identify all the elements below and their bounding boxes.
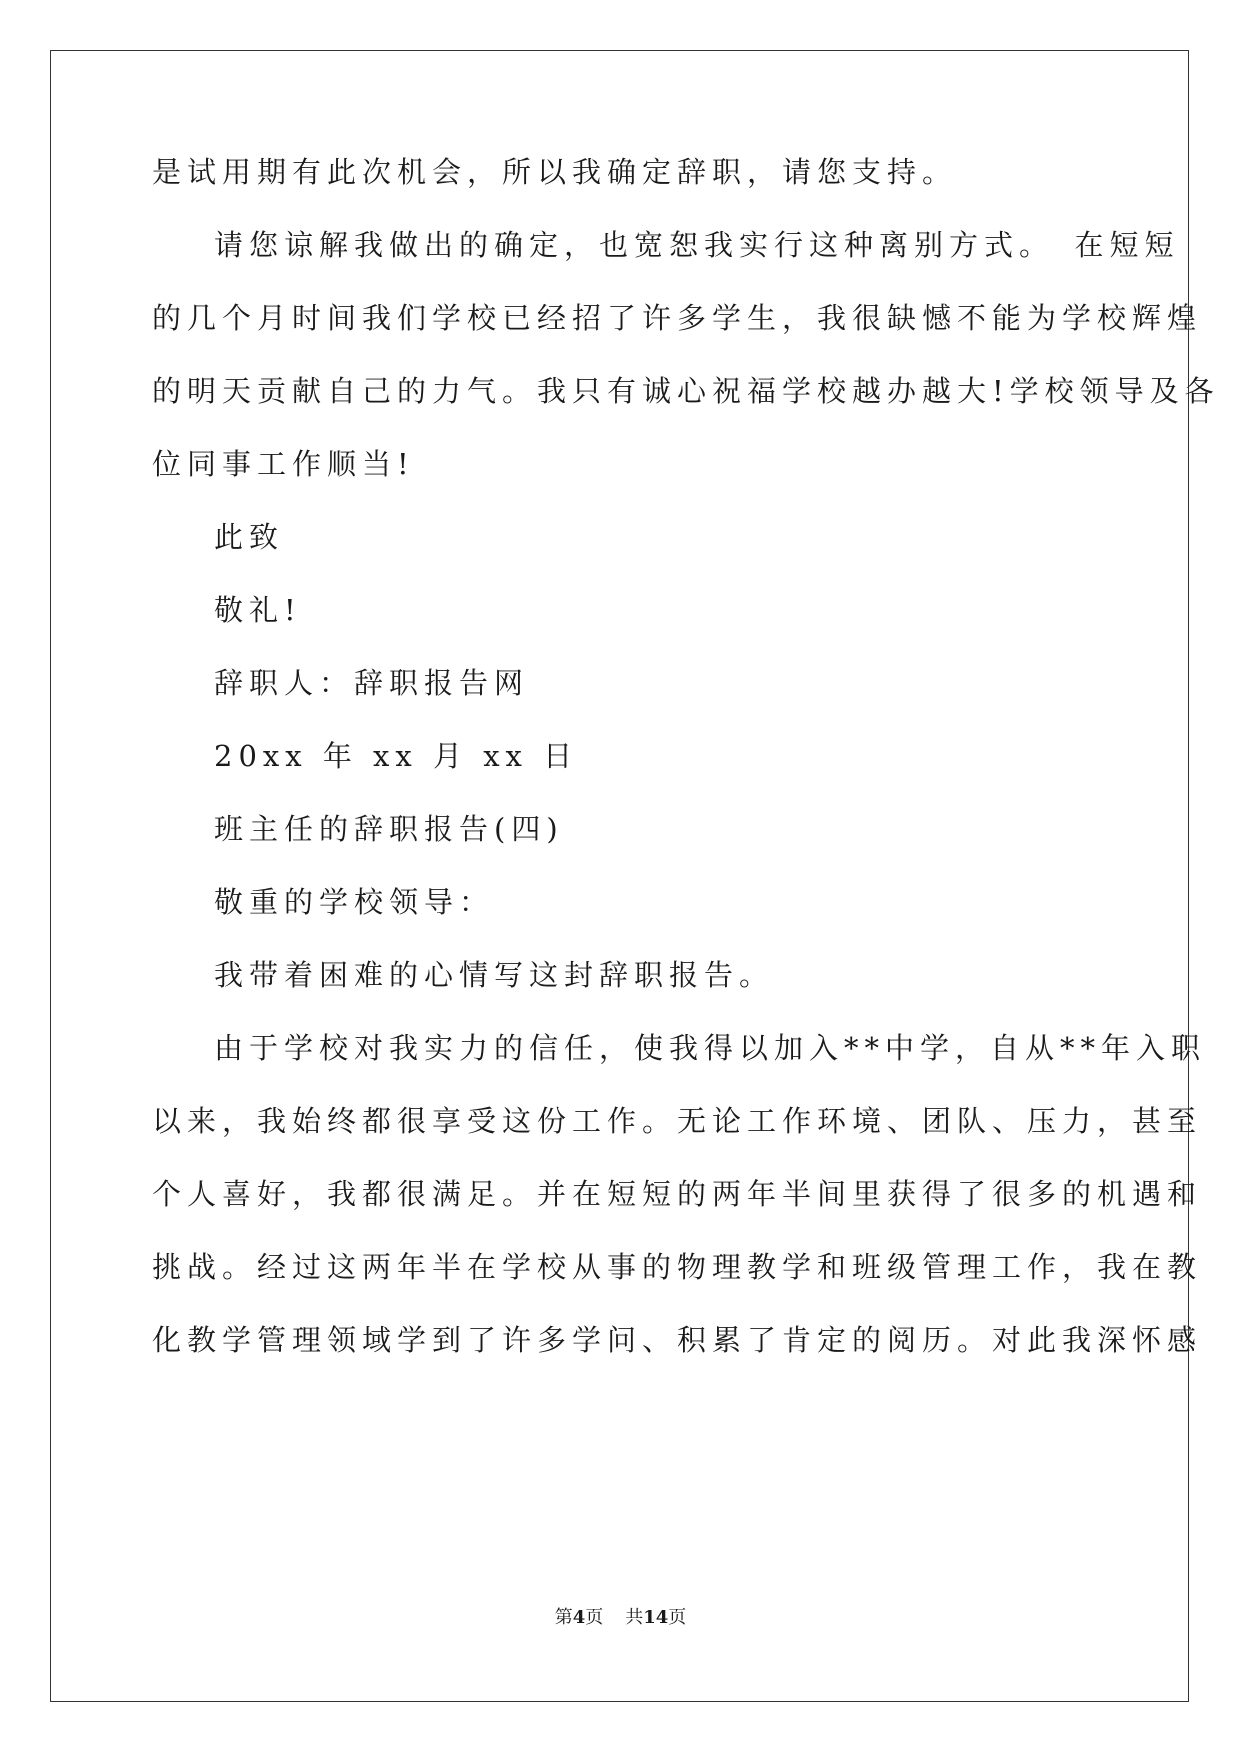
body-line: 位同事工作顺当!: [152, 447, 415, 481]
greeting-line: 敬重的学校领导：: [214, 885, 495, 919]
body-line: 个人喜好，我都很满足。并在短短的两年半间里获得了很多的机遇和: [152, 1177, 1203, 1211]
footer-total-prefix: 共: [625, 1607, 644, 1628]
body-line: 是试用期有此次机会，所以我确定辞职，请您支持。: [152, 155, 958, 189]
body-line: 化教学管理领域学到了许多学问、积累了肯定的阅历。对此我深怀感: [152, 1323, 1203, 1357]
signature-line: 辞职人：辞职报告网: [214, 666, 530, 700]
footer-total-suffix: 页: [668, 1607, 687, 1628]
footer-page-suffix: 页: [585, 1607, 604, 1628]
section-title: 班主任的辞职报告(四): [214, 812, 564, 846]
body-line: 请您谅解我做出的确定，也宽恕我实行这种离别方式。 在短短: [214, 228, 1180, 262]
body-line: 的明天贡献自己的力气。我只有诚心祝福学校越办越大!学校领导及各: [152, 374, 1220, 408]
date-line: 20xx 年 xx 月 xx 日: [214, 739, 579, 773]
footer-page-total: 14: [643, 1607, 669, 1628]
body-line: 的几个月时间我们学校已经招了许多学生，我很缺憾不能为学校辉煌: [152, 301, 1203, 335]
body-line: 挑战。经过这两年半在学校从事的物理教学和班级管理工作，我在教: [152, 1250, 1203, 1284]
body-line: 由于学校对我实力的信任，使我得以加入**中学，自从**年入职: [214, 1031, 1207, 1065]
body-line: 我带着困难的心情写这封辞职报告。: [214, 958, 775, 992]
salutation-line: 敬礼!: [214, 593, 302, 627]
body-line: 以来，我始终都很享受这份工作。无论工作环境、团队、压力，甚至: [152, 1104, 1203, 1138]
footer-page-current: 4: [572, 1607, 586, 1628]
salutation-line: 此致: [214, 520, 285, 554]
footer-page-prefix: 第: [554, 1607, 573, 1628]
page-footer: [0, 1603, 1241, 1629]
